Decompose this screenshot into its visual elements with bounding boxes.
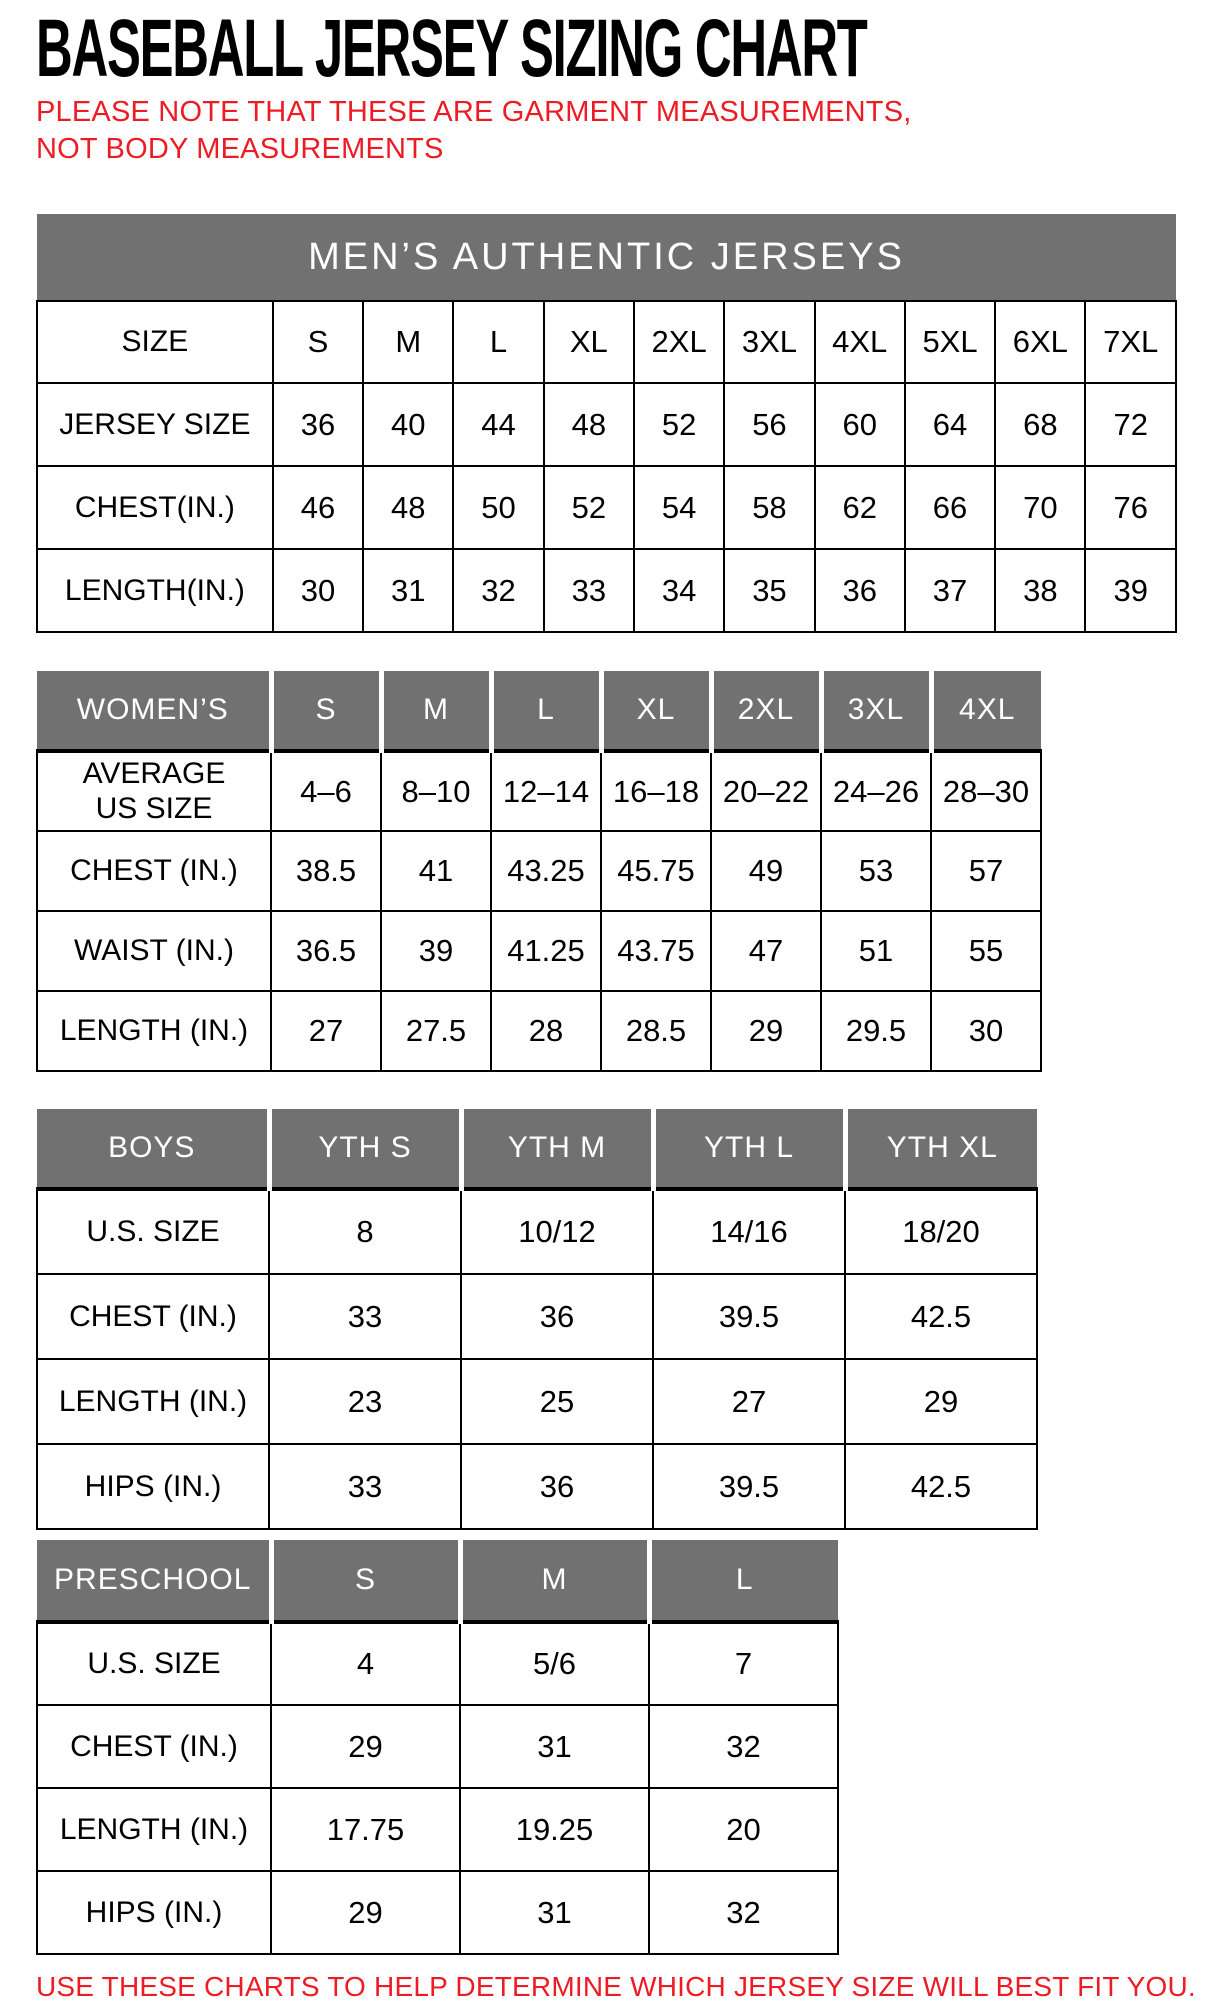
table-cell: 33 xyxy=(544,549,634,632)
table-cell: 68 xyxy=(995,383,1085,466)
table-cell: 39 xyxy=(381,911,491,991)
boys-sizing-table xyxy=(36,1109,1038,1530)
column-header: XL xyxy=(601,671,711,751)
table-cell: 31 xyxy=(363,549,453,632)
table-cell: 17.75 xyxy=(271,1788,460,1871)
table-row xyxy=(37,1189,1037,1274)
table-cell: 34 xyxy=(634,549,724,632)
mens-banner-row xyxy=(37,214,1176,301)
column-header: L xyxy=(491,671,601,751)
mens-banner: MEN’S AUTHENTIC JERSEYS xyxy=(37,214,1176,301)
table-cell: 5/6 xyxy=(460,1622,649,1705)
table-cell: 66 xyxy=(905,466,995,549)
womens-header-row xyxy=(37,671,1041,751)
table-row xyxy=(37,1788,838,1871)
column-header: 2XL xyxy=(634,301,724,383)
table-cell: 53 xyxy=(821,831,931,911)
table-cell: 29 xyxy=(711,991,821,1071)
table-row xyxy=(37,383,1176,466)
boys-header-row xyxy=(37,1109,1037,1189)
table-cell: 54 xyxy=(634,466,724,549)
table-cell: 48 xyxy=(363,466,453,549)
page-title-text: BASEBALL JERSEY SIZING CHART xyxy=(36,3,867,94)
table-cell: 29 xyxy=(845,1359,1037,1444)
table-cell: 8–10 xyxy=(381,751,491,831)
table-cell: 39.5 xyxy=(653,1444,845,1529)
table-cell: 18/20 xyxy=(845,1189,1037,1274)
table-cell: 4–6 xyxy=(271,751,381,831)
table-row xyxy=(37,751,1041,831)
table-cell: 25 xyxy=(461,1359,653,1444)
column-header: 3XL xyxy=(724,301,814,383)
table-cell: 76 xyxy=(1085,466,1176,549)
table-cell: 40 xyxy=(363,383,453,466)
table-cell: 51 xyxy=(821,911,931,991)
column-header: S xyxy=(271,1540,460,1622)
table-row xyxy=(37,991,1041,1071)
preschool-header-row xyxy=(37,1540,838,1622)
row-label: CHEST (IN.) xyxy=(37,831,271,911)
column-header: XL xyxy=(544,301,634,383)
table-cell: 36 xyxy=(273,383,363,466)
row-label: LENGTH (IN.) xyxy=(37,1359,269,1444)
column-header: 5XL xyxy=(905,301,995,383)
row-label: WAIST (IN.) xyxy=(37,911,271,991)
table-cell: 32 xyxy=(453,549,543,632)
table-cell: 62 xyxy=(815,466,905,549)
table-cell: 16–18 xyxy=(601,751,711,831)
table-cell: 41.25 xyxy=(491,911,601,991)
table-row xyxy=(37,831,1041,911)
table-cell: 36.5 xyxy=(271,911,381,991)
table-cell: 42.5 xyxy=(845,1274,1037,1359)
womens-sizing-table xyxy=(36,671,1042,1072)
table-cell: 27 xyxy=(653,1359,845,1444)
table-cell: 39 xyxy=(1085,549,1176,632)
row-label: CHEST (IN.) xyxy=(37,1274,269,1359)
column-header: YTH S xyxy=(269,1109,461,1189)
table-cell: 36 xyxy=(461,1444,653,1529)
table-cell: 19.25 xyxy=(460,1788,649,1871)
table-cell: 46 xyxy=(273,466,363,549)
table-row xyxy=(37,1622,838,1705)
table-cell: 49 xyxy=(711,831,821,911)
table-cell: 29 xyxy=(271,1705,460,1788)
table-cell: 33 xyxy=(269,1274,461,1359)
table-cell: 37 xyxy=(905,549,995,632)
column-header: 2XL xyxy=(711,671,821,751)
table-cell: 32 xyxy=(649,1705,838,1788)
table-cell: 31 xyxy=(460,1871,649,1954)
column-header: M xyxy=(460,1540,649,1622)
row-label: CHEST (IN.) xyxy=(37,1705,271,1788)
fit-advice-note: USE THESE CHARTS TO HELP DETERMINE WHICH JERSEY SIZE WILL BEST FIT YOU. xyxy=(36,1971,1196,2003)
table-cell: 29 xyxy=(271,1871,460,1954)
table-cell: 24–26 xyxy=(821,751,931,831)
table-row xyxy=(37,549,1176,632)
column-header: 7XL xyxy=(1085,301,1176,383)
table-cell: 41 xyxy=(381,831,491,911)
table-cell: 48 xyxy=(544,383,634,466)
table-cell: 28 xyxy=(491,991,601,1071)
table-cell: 56 xyxy=(724,383,814,466)
table-cell: 27 xyxy=(271,991,381,1071)
column-header: YTH L xyxy=(653,1109,845,1189)
row-label: U.S. SIZE xyxy=(37,1189,269,1274)
table-cell: 30 xyxy=(273,549,363,632)
table-cell: 20–22 xyxy=(711,751,821,831)
table-cell: 7 xyxy=(649,1622,838,1705)
table-cell: 4 xyxy=(271,1622,460,1705)
table-cell: 38 xyxy=(995,549,1085,632)
table-cell: 36 xyxy=(815,549,905,632)
table-row xyxy=(37,466,1176,549)
row-label: LENGTH(IN.) xyxy=(37,549,273,632)
column-header: SIZE xyxy=(37,301,273,383)
page-title xyxy=(36,3,1180,94)
table-cell: 50 xyxy=(453,466,543,549)
row-label: HIPS (IN.) xyxy=(37,1444,269,1529)
table-cell: 35 xyxy=(724,549,814,632)
mens-sizing-table xyxy=(36,214,1177,633)
table-cell: 14/16 xyxy=(653,1189,845,1274)
table-cell: 29.5 xyxy=(821,991,931,1071)
table-cell: 20 xyxy=(649,1788,838,1871)
table-cell: 44 xyxy=(453,383,543,466)
table-cell: 36 xyxy=(461,1274,653,1359)
table-row xyxy=(37,1444,1037,1529)
column-header: 4XL xyxy=(931,671,1041,751)
column-header: 6XL xyxy=(995,301,1085,383)
column-header: 3XL xyxy=(821,671,931,751)
table-cell: 27.5 xyxy=(381,991,491,1071)
row-label: U.S. SIZE xyxy=(37,1622,271,1705)
column-header: 4XL xyxy=(815,301,905,383)
garment-measurement-note: PLEASE NOTE THAT THESE ARE GARMENT MEASUREMENTS, NOT BODY MEASUREMENTS xyxy=(36,96,912,166)
row-label-text: AVERAGE US SIZE xyxy=(82,757,226,825)
table-cell: 12–14 xyxy=(491,751,601,831)
table-row xyxy=(37,1871,838,1954)
table-cell: 39.5 xyxy=(653,1274,845,1359)
column-header: S xyxy=(273,301,363,383)
table-cell: 70 xyxy=(995,466,1085,549)
table-row xyxy=(37,911,1041,991)
table-cell: 8 xyxy=(269,1189,461,1274)
table-cell: 33 xyxy=(269,1444,461,1529)
table-row xyxy=(37,1274,1037,1359)
row-label: HIPS (IN.) xyxy=(37,1871,271,1954)
column-header: PRESCHOOL xyxy=(37,1540,271,1622)
table-cell: 28–30 xyxy=(931,751,1041,831)
table-cell: 42.5 xyxy=(845,1444,1037,1529)
table-cell: 52 xyxy=(544,466,634,549)
column-header: M xyxy=(381,671,491,751)
row-label: LENGTH (IN.) xyxy=(37,1788,271,1871)
table-cell: 30 xyxy=(931,991,1041,1071)
mens-header-row xyxy=(37,301,1176,383)
column-header: YTH XL xyxy=(845,1109,1037,1189)
table-cell: 23 xyxy=(269,1359,461,1444)
column-header: L xyxy=(453,301,543,383)
column-header: L xyxy=(649,1540,838,1622)
row-label: LENGTH (IN.) xyxy=(37,991,271,1071)
table-cell: 45.75 xyxy=(601,831,711,911)
column-header: YTH M xyxy=(461,1109,653,1189)
table-cell: 43.25 xyxy=(491,831,601,911)
table-cell: 10/12 xyxy=(461,1189,653,1274)
table-cell: 43.75 xyxy=(601,911,711,991)
column-header: M xyxy=(363,301,453,383)
table-cell: 60 xyxy=(815,383,905,466)
table-cell: 38.5 xyxy=(271,831,381,911)
table-cell: 28.5 xyxy=(601,991,711,1071)
column-header: BOYS xyxy=(37,1109,269,1189)
table-cell: 55 xyxy=(931,911,1041,991)
column-header: S xyxy=(271,671,381,751)
table-cell: 52 xyxy=(634,383,724,466)
table-cell: 31 xyxy=(460,1705,649,1788)
row-label xyxy=(37,751,271,831)
column-header: WOMEN’S xyxy=(37,671,271,751)
table-cell: 47 xyxy=(711,911,821,991)
row-label: CHEST(IN.) xyxy=(37,466,273,549)
table-cell: 57 xyxy=(931,831,1041,911)
table-cell: 58 xyxy=(724,466,814,549)
table-row xyxy=(37,1359,1037,1444)
table-cell: 32 xyxy=(649,1871,838,1954)
table-cell: 72 xyxy=(1085,383,1176,466)
preschool-sizing-table xyxy=(36,1540,839,1955)
table-cell: 64 xyxy=(905,383,995,466)
table-row xyxy=(37,1705,838,1788)
row-label: JERSEY SIZE xyxy=(37,383,273,466)
